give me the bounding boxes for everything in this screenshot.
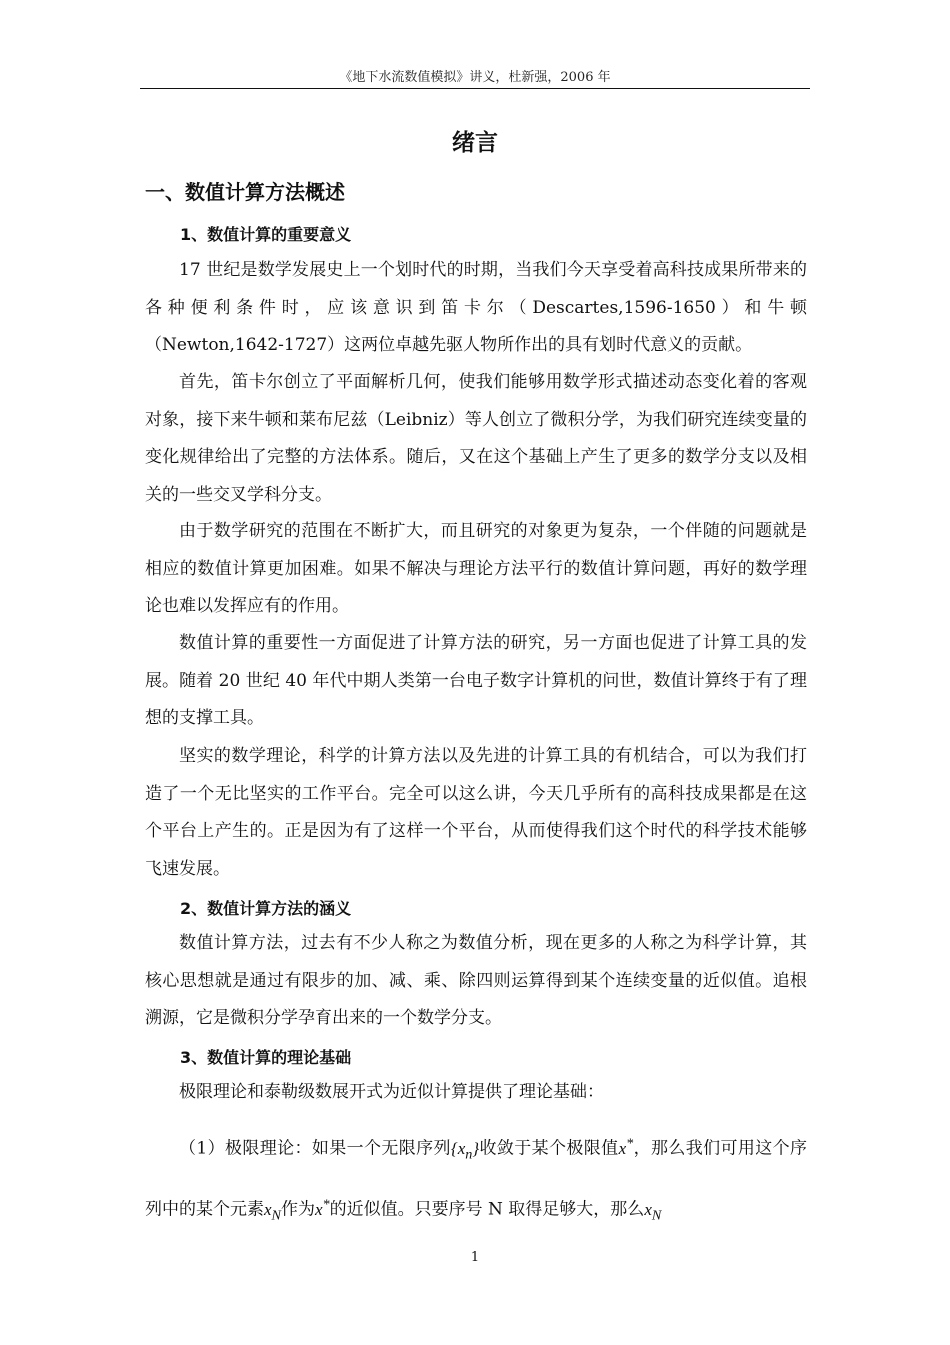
page-number: 1	[470, 1250, 480, 1265]
element-symbol: $x_N$	[264, 1199, 281, 1224]
paragraph: 17 世纪是数学发展史上一个划时代的时期，当我们今天享受着高科技成果所带来的各种便利条件时，应该意识到笛卡尔（Descartes,1596-1650）和牛顿（Newton,1642-1727）这两位卓越先驱人物所作出的具有划时代意义的贡献。	[145, 260, 807, 355]
limit-symbol: x*	[315, 1196, 330, 1219]
paragraph: 数值计算的重要性一方面促进了计算方法的研究，另一方面也促进了计算工具的发展。随着 20 世纪 40 年代中期人类第一台电子数字计算机的问世，数值计算终于有了理想的支撑工具。	[145, 633, 807, 728]
limit-symbol: x*	[618, 1135, 634, 1158]
header-rule	[140, 88, 810, 89]
running-header: 《地下水流数值模拟》讲义，杜新强，2006 年	[339, 70, 611, 85]
paragraph: 坚实的数学理论，科学的计算方法以及先进的计算工具的有机结合，可以为我们打造了一个无比坚实的工作平台。完全可以这么讲，今天几乎所有的高科技成果都是在这个平台上产生的。正是因为有了这样一个平台，从而使得我们这个时代的科学技术能够飞速发展。	[145, 746, 807, 879]
paragraph: 由于数学研究的范围在不断扩大，而且研究的对象更为复杂，一个伴随的问题就是相应的数值计算更加困难。如果不解决与理论方法平行的数值计算问题，再好的数学理论也难以发挥应有的作用。	[145, 521, 807, 616]
limit-theory-paragraph: （1）极限理论：如果一个无限序列$\{x_n\}$收敛于某个极限值x*，那么我们可用这个序列中的某个元素$x_N$作为x*的近似值。只要序号 N 取得足够大，那么$x_N$	[145, 1135, 808, 1224]
element-symbol: $x_N$	[644, 1199, 662, 1224]
paragraph: 首先，笛卡尔创立了平面解析几何，使我们能够用数学形式描述动态变化着的客观对象，接下来牛顿和莱布尼兹（Leibniz）等人创立了微积分学，为我们研究连续变量的变化规律给出了完整的方法体系。随后，又在这个基础上产生了更多的数学分支以及相关的一些交叉学科分支。	[145, 372, 807, 505]
paragraph: 极限理论和泰勒级数展开式为近似计算提供了理论基础：	[179, 1082, 604, 1102]
sequence-symbol: $\{x_n\}$	[450, 1138, 480, 1163]
document-title: 绪言	[452, 130, 498, 156]
paragraph: 数值计算方法，过去有不少人称之为数值分析，现在更多的人称之为科学计算，其核心思想就是通过有限步的加、减、乘、除四则运算得到某个连续变量的近似值。追根溯源，它是微积分学孕育出来的一个数学分支。	[145, 933, 807, 1028]
section-heading: 一、数值计算方法概述	[145, 180, 345, 204]
subsection-heading-3: 3、数值计算的理论基础	[180, 1048, 352, 1067]
subsection-heading-2: 2、数值计算方法的涵义	[180, 899, 352, 918]
subsection-heading-1: 1、数值计算的重要意义	[180, 225, 352, 244]
